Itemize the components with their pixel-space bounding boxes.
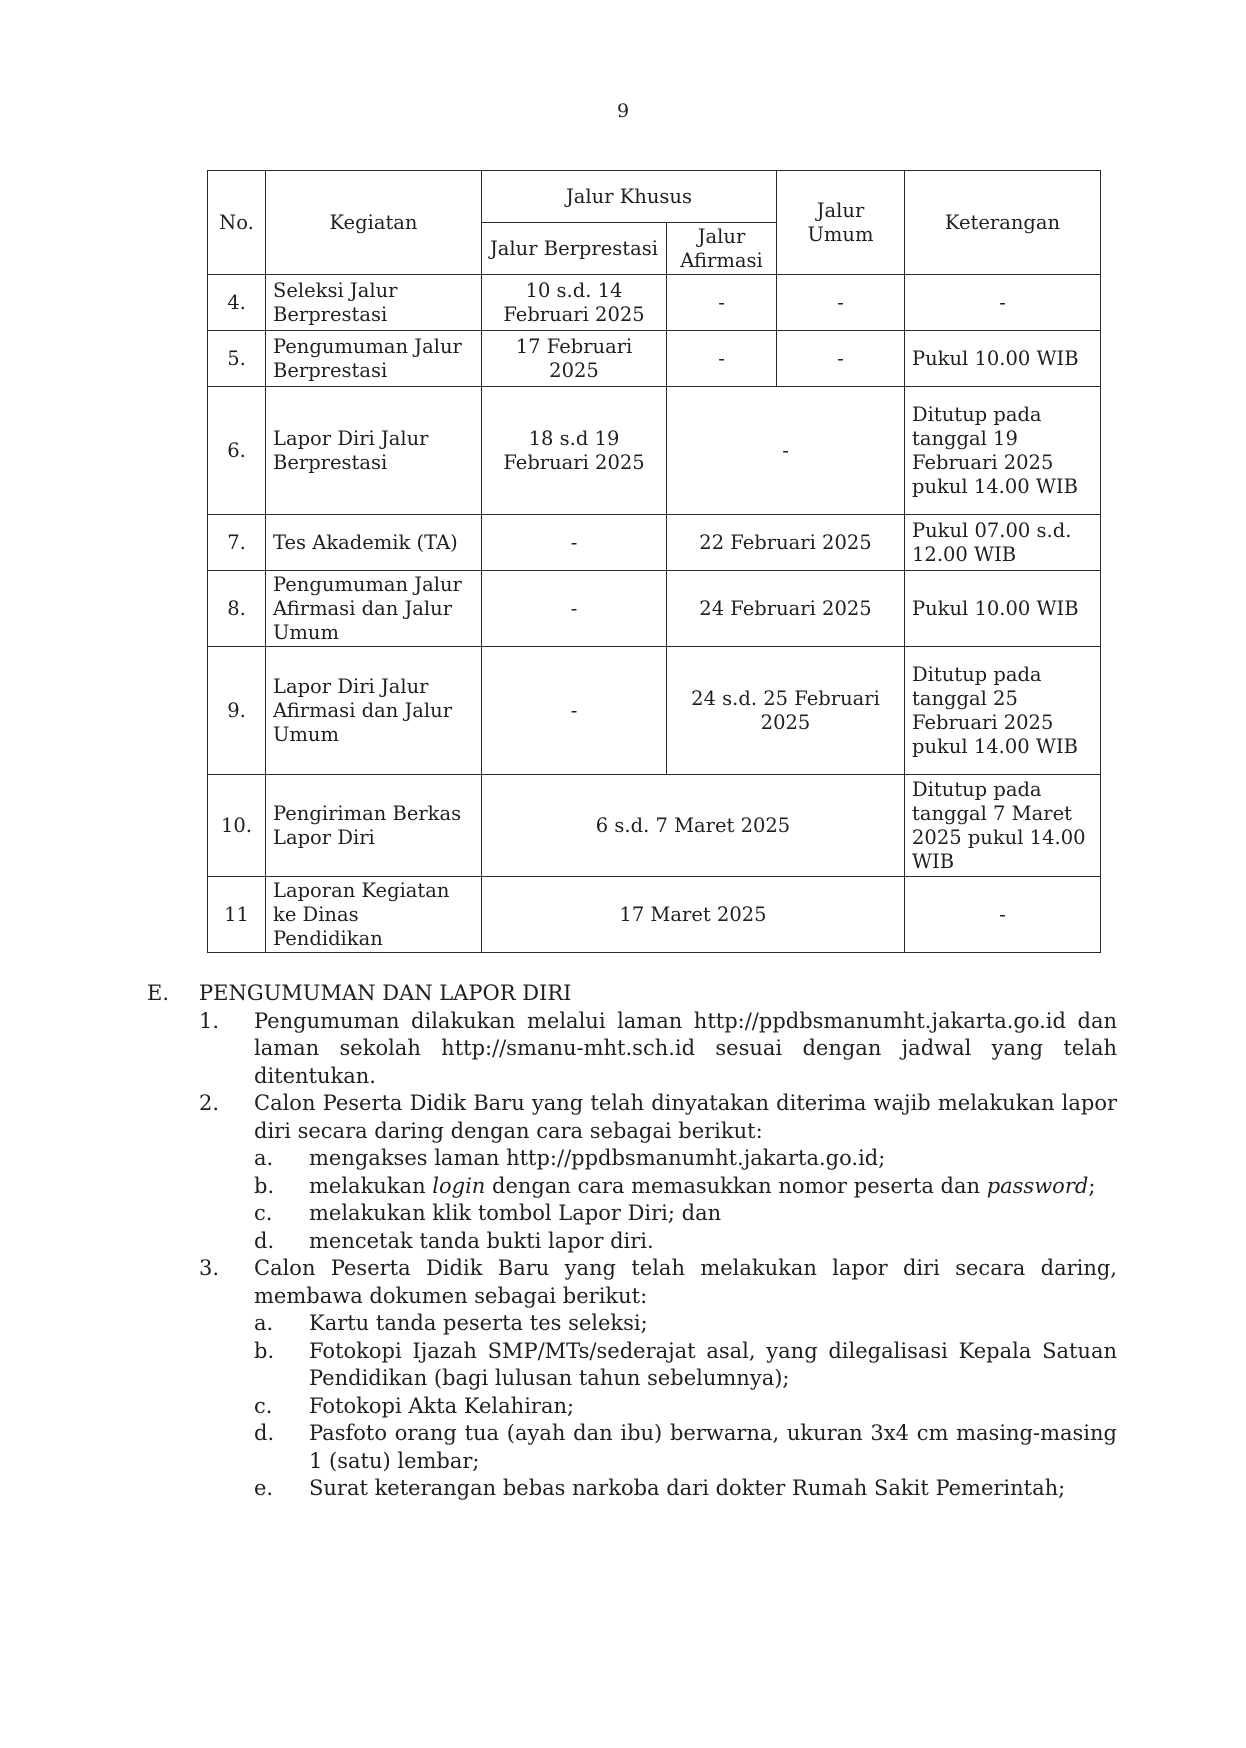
table-row [208, 387, 1101, 515]
page-number: 9 [616, 100, 630, 122]
row-all-jalur: 6 s.d. 7 Maret 2025 [482, 775, 905, 877]
table-row [208, 647, 1101, 775]
sub-text: Kartu tanda peserta tes seleksi; [309, 1311, 648, 1335]
sub-text: mencetak tanda bukti lapor diri. [309, 1228, 654, 1253]
row-afirmasi-umum: - [667, 387, 905, 515]
row-no: 8. [208, 571, 266, 647]
list-item [199, 1255, 1117, 1503]
sub-item [254, 1420, 1117, 1475]
sub-text: Surat keterangan bebas narkoba dari dokter Rumah Sakit Pemerintah; [309, 1476, 1066, 1500]
row-kegiatan: Pengumuman Jalur Berprestasi [266, 331, 482, 387]
row-afirmasi: - [667, 331, 777, 387]
header-kegiatan: Kegiatan [266, 171, 482, 275]
sub-letter: a. [254, 1311, 274, 1335]
sub-letter: d. [254, 1228, 275, 1253]
sub-text: mengakses laman http://ppdbsmanumht.jakarta.go.id; [309, 1146, 886, 1170]
header-jalur-afirmasi: Jalur Afirmasi [667, 223, 777, 275]
row-keterangan: - [905, 275, 1101, 331]
row-afirmasi-umum: 22 Februari 2025 [667, 515, 905, 571]
login-term: login [432, 1173, 486, 1198]
row-no: 4. [208, 275, 266, 331]
row-umum: - [777, 275, 905, 331]
sub-item [254, 1310, 1117, 1338]
table-row [208, 571, 1101, 647]
row-afirmasi-umum: 24 Februari 2025 [667, 571, 905, 647]
section-heading [147, 980, 1117, 1008]
row-no: 6. [208, 387, 266, 515]
sub-item [254, 1173, 1117, 1201]
row-no: 7. [208, 515, 266, 571]
item-number: 2. [199, 1091, 220, 1115]
row-keterangan: Pukul 07.00 s.d. 12.00 WIB [905, 515, 1101, 571]
schedule-table [207, 170, 1101, 953]
table-row [208, 275, 1101, 331]
row-kegiatan: Pengumuman Jalur Afirmasi dan Jalur Umum [266, 571, 482, 647]
item-number: 1. [199, 1008, 220, 1033]
sub-text: Fotokopi Ijazah SMP/MTs/sederajat asal, yang dilegalisasi Kepala Satuan Pendidikan (bagi lulusan tahun sebelumnya); [309, 1338, 1117, 1390]
table-row [208, 331, 1101, 387]
row-afirmasi-umum: 24 s.d. 25 Februari 2025 [667, 647, 905, 775]
header-jalur-khusus: Jalur Khusus [482, 171, 777, 223]
sub-item [254, 1393, 1117, 1421]
row-keterangan: - [905, 877, 1101, 953]
row-kegiatan: Laporan Kegiatan ke Dinas Pendidikan [266, 877, 482, 953]
row-no: 10. [208, 775, 266, 877]
sub-letter: a. [254, 1146, 274, 1170]
row-berprestasi: 17 Februari 2025 [482, 331, 667, 387]
sub-letter: e. [254, 1476, 274, 1500]
row-kegiatan: Lapor Diri Jalur Afirmasi dan Jalur Umum [266, 647, 482, 775]
section-e [147, 980, 1117, 1503]
row-umum: - [777, 331, 905, 387]
table-row [208, 515, 1101, 571]
row-keterangan: Pukul 10.00 WIB [905, 571, 1101, 647]
sub-text-part: melakukan [309, 1173, 433, 1198]
sub-letter: c. [254, 1393, 273, 1418]
sub-text: Pasfoto orang tua (ayah dan ibu) berwarna, ukuran 3x4 cm masing-masing 1 (satu) lembar; [309, 1421, 1117, 1473]
sub-letter: c. [254, 1201, 273, 1225]
header-no: No. [208, 171, 266, 275]
row-keterangan: Ditutup pada tanggal 25 Februari 2025 pukul 14.00 WIB [905, 647, 1101, 775]
row-berprestasi: 10 s.d. 14 Februari 2025 [482, 275, 667, 331]
row-keterangan: Ditutup pada tanggal 7 Maret 2025 pukul 14.00 WIB [905, 775, 1101, 877]
section-title: PENGUMUMAN DAN LAPOR DIRI [199, 981, 572, 1005]
sub-item [254, 1475, 1117, 1503]
table-row [208, 775, 1101, 877]
row-berprestasi: - [482, 571, 667, 647]
row-no: 5. [208, 331, 266, 387]
sub-item [254, 1200, 1117, 1228]
row-keterangan: Pukul 10.00 WIB [905, 331, 1101, 387]
item-number: 3. [199, 1256, 220, 1280]
sub-letter: d. [254, 1421, 275, 1445]
item-text: Calon Peserta Didik Baru yang telah dinyatakan diterima wajib melakukan lapor diri secara daring dengan cara sebagai berikut: [254, 1091, 1117, 1143]
sub-text [309, 1173, 1117, 1201]
row-afirmasi: - [667, 275, 777, 331]
sub-text-part: dengan cara memasukkan nomor peserta dan [485, 1173, 987, 1198]
item-text: Pengumuman dilakukan melalui laman http://ppdbsmanumht.jakarta.go.id dan laman sekolah http://smanu-mht.sch.id sesuai dengan jadwal yang telah ditentukan. [254, 1008, 1117, 1088]
password-term: password [986, 1173, 1089, 1198]
header-keterangan: Keterangan [905, 171, 1101, 275]
sub-item [254, 1338, 1117, 1393]
item-text: Calon Peserta Didik Baru yang telah melakukan lapor diri secara daring, membawa dokumen sebagai berikut: [254, 1256, 1117, 1308]
sub-letter: b. [254, 1173, 275, 1198]
sub-letter: b. [254, 1338, 275, 1363]
row-kegiatan: Lapor Diri Jalur Berprestasi [266, 387, 482, 515]
row-berprestasi: - [482, 647, 667, 775]
sub-text-part: ; [1088, 1173, 1096, 1198]
row-all-jalur: 17 Maret 2025 [482, 877, 905, 953]
sub-item [254, 1228, 1117, 1256]
row-kegiatan: Pengiriman Berkas Lapor Diri [266, 775, 482, 877]
row-no: 9. [208, 647, 266, 775]
header-jalur-berprestasi: Jalur Berprestasi [482, 223, 667, 275]
list-item [199, 1008, 1117, 1091]
table-row [208, 877, 1101, 953]
row-berprestasi: 18 s.d 19 Februari 2025 [482, 387, 667, 515]
sub-item [254, 1145, 1117, 1173]
row-no: 11 [208, 877, 266, 953]
sub-text: melakukan klik tombol Lapor Diri; dan [309, 1201, 722, 1225]
row-berprestasi: - [482, 515, 667, 571]
item-list [199, 1008, 1117, 1503]
header-jalur-umum: Jalur Umum [777, 171, 905, 275]
row-kegiatan: Tes Akademik (TA) [266, 515, 482, 571]
list-item [199, 1090, 1117, 1255]
section-letter: E. [147, 981, 170, 1005]
row-kegiatan: Seleksi Jalur Berprestasi [266, 275, 482, 331]
row-keterangan: Ditutup pada tanggal 19 Februari 2025 pukul 14.00 WIB [905, 387, 1101, 515]
sub-text: Fotokopi Akta Kelahiran; [309, 1393, 575, 1418]
